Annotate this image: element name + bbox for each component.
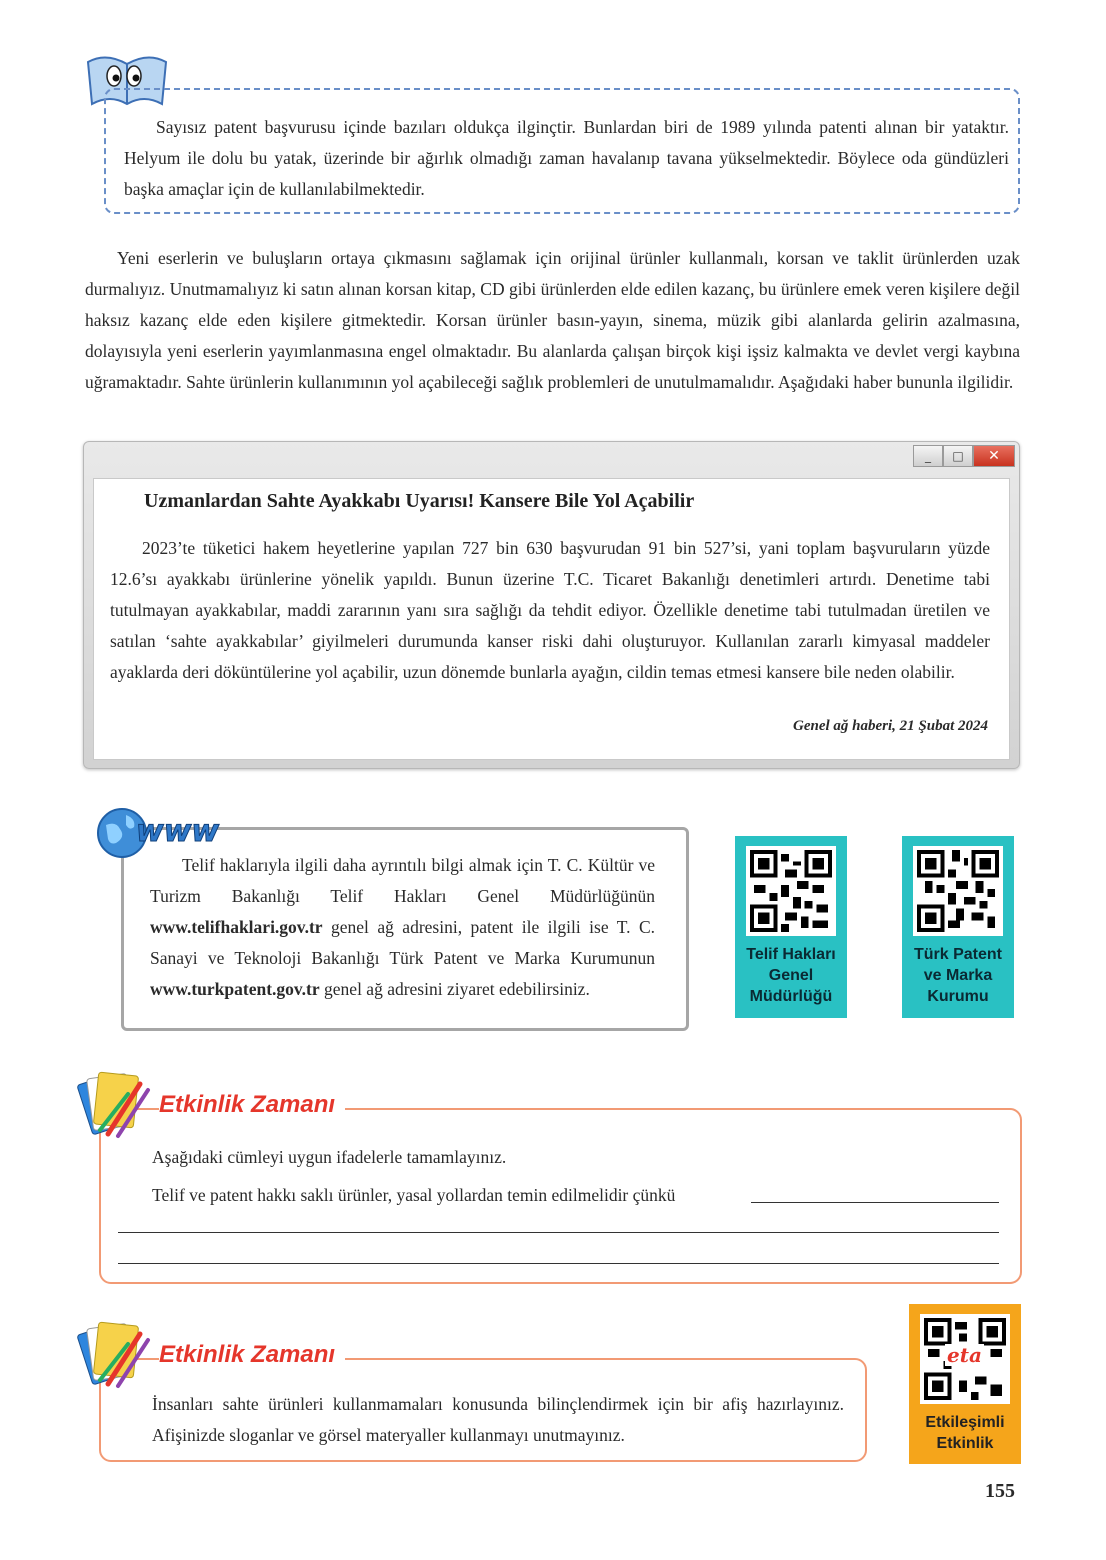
qr-card-label: Türk Patent ve Marka Kurumu (913, 946, 1002, 1005)
answer-line[interactable] (751, 1202, 999, 1203)
activity-2-title: Etkinlik Zamanı (159, 1341, 345, 1369)
qr-code-icon (920, 1314, 1010, 1404)
news-source: Genel ağ haberi, 21 Şubat 2024 (792, 718, 988, 734)
www-text (150, 850, 655, 1005)
window-controls (913, 445, 1015, 467)
www-text-1: Telif haklarıyla ilgili daha ayrıntılı bilgi almak için T. C. Kültür ve Turizm Bakanlığı Telif Hakları Genel Müdürlüğünün (150, 855, 655, 906)
activity-1-title: Etkinlik Zamanı (159, 1091, 345, 1119)
body-paragraph: Yeni eserlerin ve buluşların ortaya çıkmasını sağlamak için orijinal ürünler kullanmalı, korsan ve taklit ürünlerden uzak durmalıyız. Unutmamalıyız ki satın alınan korsan kitap, CD gibi ürünlerden elde edilen kazanç, bu ürünlere emek veren kişilere değil haksız kazanç elde eden kişilere gitmektedir. Korsan ürünler basın-yayın, sinema, müzik gibi alanlarda gelirin azalmasına, dolayısıyla yeni eserlerin yayımlanmasına engel olmaktadır. Bu alanlarda çalışan birçok kişi işsiz kalmakta ve devlet vergi kaybına uğramaktadır. Sahte ürünlerin kullanımının yol açabileceği sağlık problemleri de unutulmamalıdır. Aşağıdaki haber bununla ilgilidir. (85, 248, 1020, 392)
activity-2-text: İnsanları sahte ürünleri kullanmamaları konusunda bilinçlendirmek için bir afiş hazırlayınız. Afişinizde sloganlar ve görsel materyaller kullanmayı unutmayınız. (152, 1394, 844, 1445)
news-title: Uzmanlardan Sahte Ayakkabı Uyarısı! Kansere Bile Yol Açabilir (144, 490, 695, 512)
qr-card-telif[interactable] (735, 836, 847, 1018)
answer-line[interactable] (118, 1232, 999, 1233)
www-logo-text: www (136, 814, 220, 849)
answer-line[interactable] (118, 1263, 999, 1264)
notebook-pencils-icon (74, 1314, 160, 1394)
activity-1-instruction: Aşağıdaki cümleyi uygun ifadelerle tamamlayınız. (152, 1147, 507, 1167)
eta-label: Etkileşimli Etkinlik (925, 1414, 1005, 1452)
notebook-pencils-icon (74, 1064, 160, 1144)
link-turkpatent[interactable]: www.turkpatent.gov.tr (150, 979, 320, 999)
close-icon: ✕ (973, 445, 1015, 467)
qr-card-label: Telif Hakları Genel Müdürlüğü (746, 946, 836, 1005)
maximize-icon: □ (943, 445, 973, 467)
info-note-text: Sayısız patent başvurusu içinde bazıları oldukça ilginçtir. Bunlardan biri de 1989 yılında patenti alınan bir yataktır. Helyum ile dolu bu yatak, üzerinde bir ağırlık olmadığı zaman havalanıp tavana yükselmektedir. Böylece oda gündüzleri başka amaçlar için de kullanılabilmektedir. (124, 117, 1009, 199)
link-telifhaklari[interactable]: www.telifhaklari.gov.tr (150, 917, 323, 937)
eta-logo: eta (947, 1343, 982, 1367)
qr-code-icon (913, 846, 1003, 936)
qr-code-icon (746, 846, 836, 936)
activity-1-sentence: Telif ve patent hakkı saklı ürünler, yasal yollardan temin edilmelidir çünkü (152, 1185, 676, 1205)
page-number: 155 (985, 1480, 1015, 1502)
news-text: 2023’te tüketici hakem heyetlerine yapılan 727 bin 630 başvurudan 91 bin 527’si, yani toplam başvuruların yüzde 12.6’sı ayakkabı ürünlerine yönelik yapıldı. Bunun üzerine T.C. Ticaret Bakanlığı denetimleri artırdı. Denetime tabi tutulmayan ayakkabılar, maddi zararının yanı sıra sağlığı da tehdit ediyor. Özellikle denetime tabi tutulmadan üretilen ve satılan ‘sahte ayakkabılar’ giyilmeleri durumunda kanser riski dahi oluşturuyor. Kullanılan zararlı kimyasal maddeler ayaklarda deri döküntülerine yol açabilir, uzun dönemde bunlarla ayağın, cildin temas etmesi kansere bile neden olabilir. (110, 538, 990, 682)
qr-card-turkpatent[interactable] (902, 836, 1014, 1018)
minimize-icon: _ (913, 445, 943, 467)
www-text-2: genel ağ adresini, patent ile ilgili ise T. C. Sanayi ve Teknoloji Bakanlığı Türk Patent ve Marka Kurumunun (150, 917, 655, 968)
interactive-activity-card[interactable] (909, 1304, 1021, 1464)
www-text-3: genel ağ adresini ziyaret edebilirsiniz. (319, 979, 590, 999)
